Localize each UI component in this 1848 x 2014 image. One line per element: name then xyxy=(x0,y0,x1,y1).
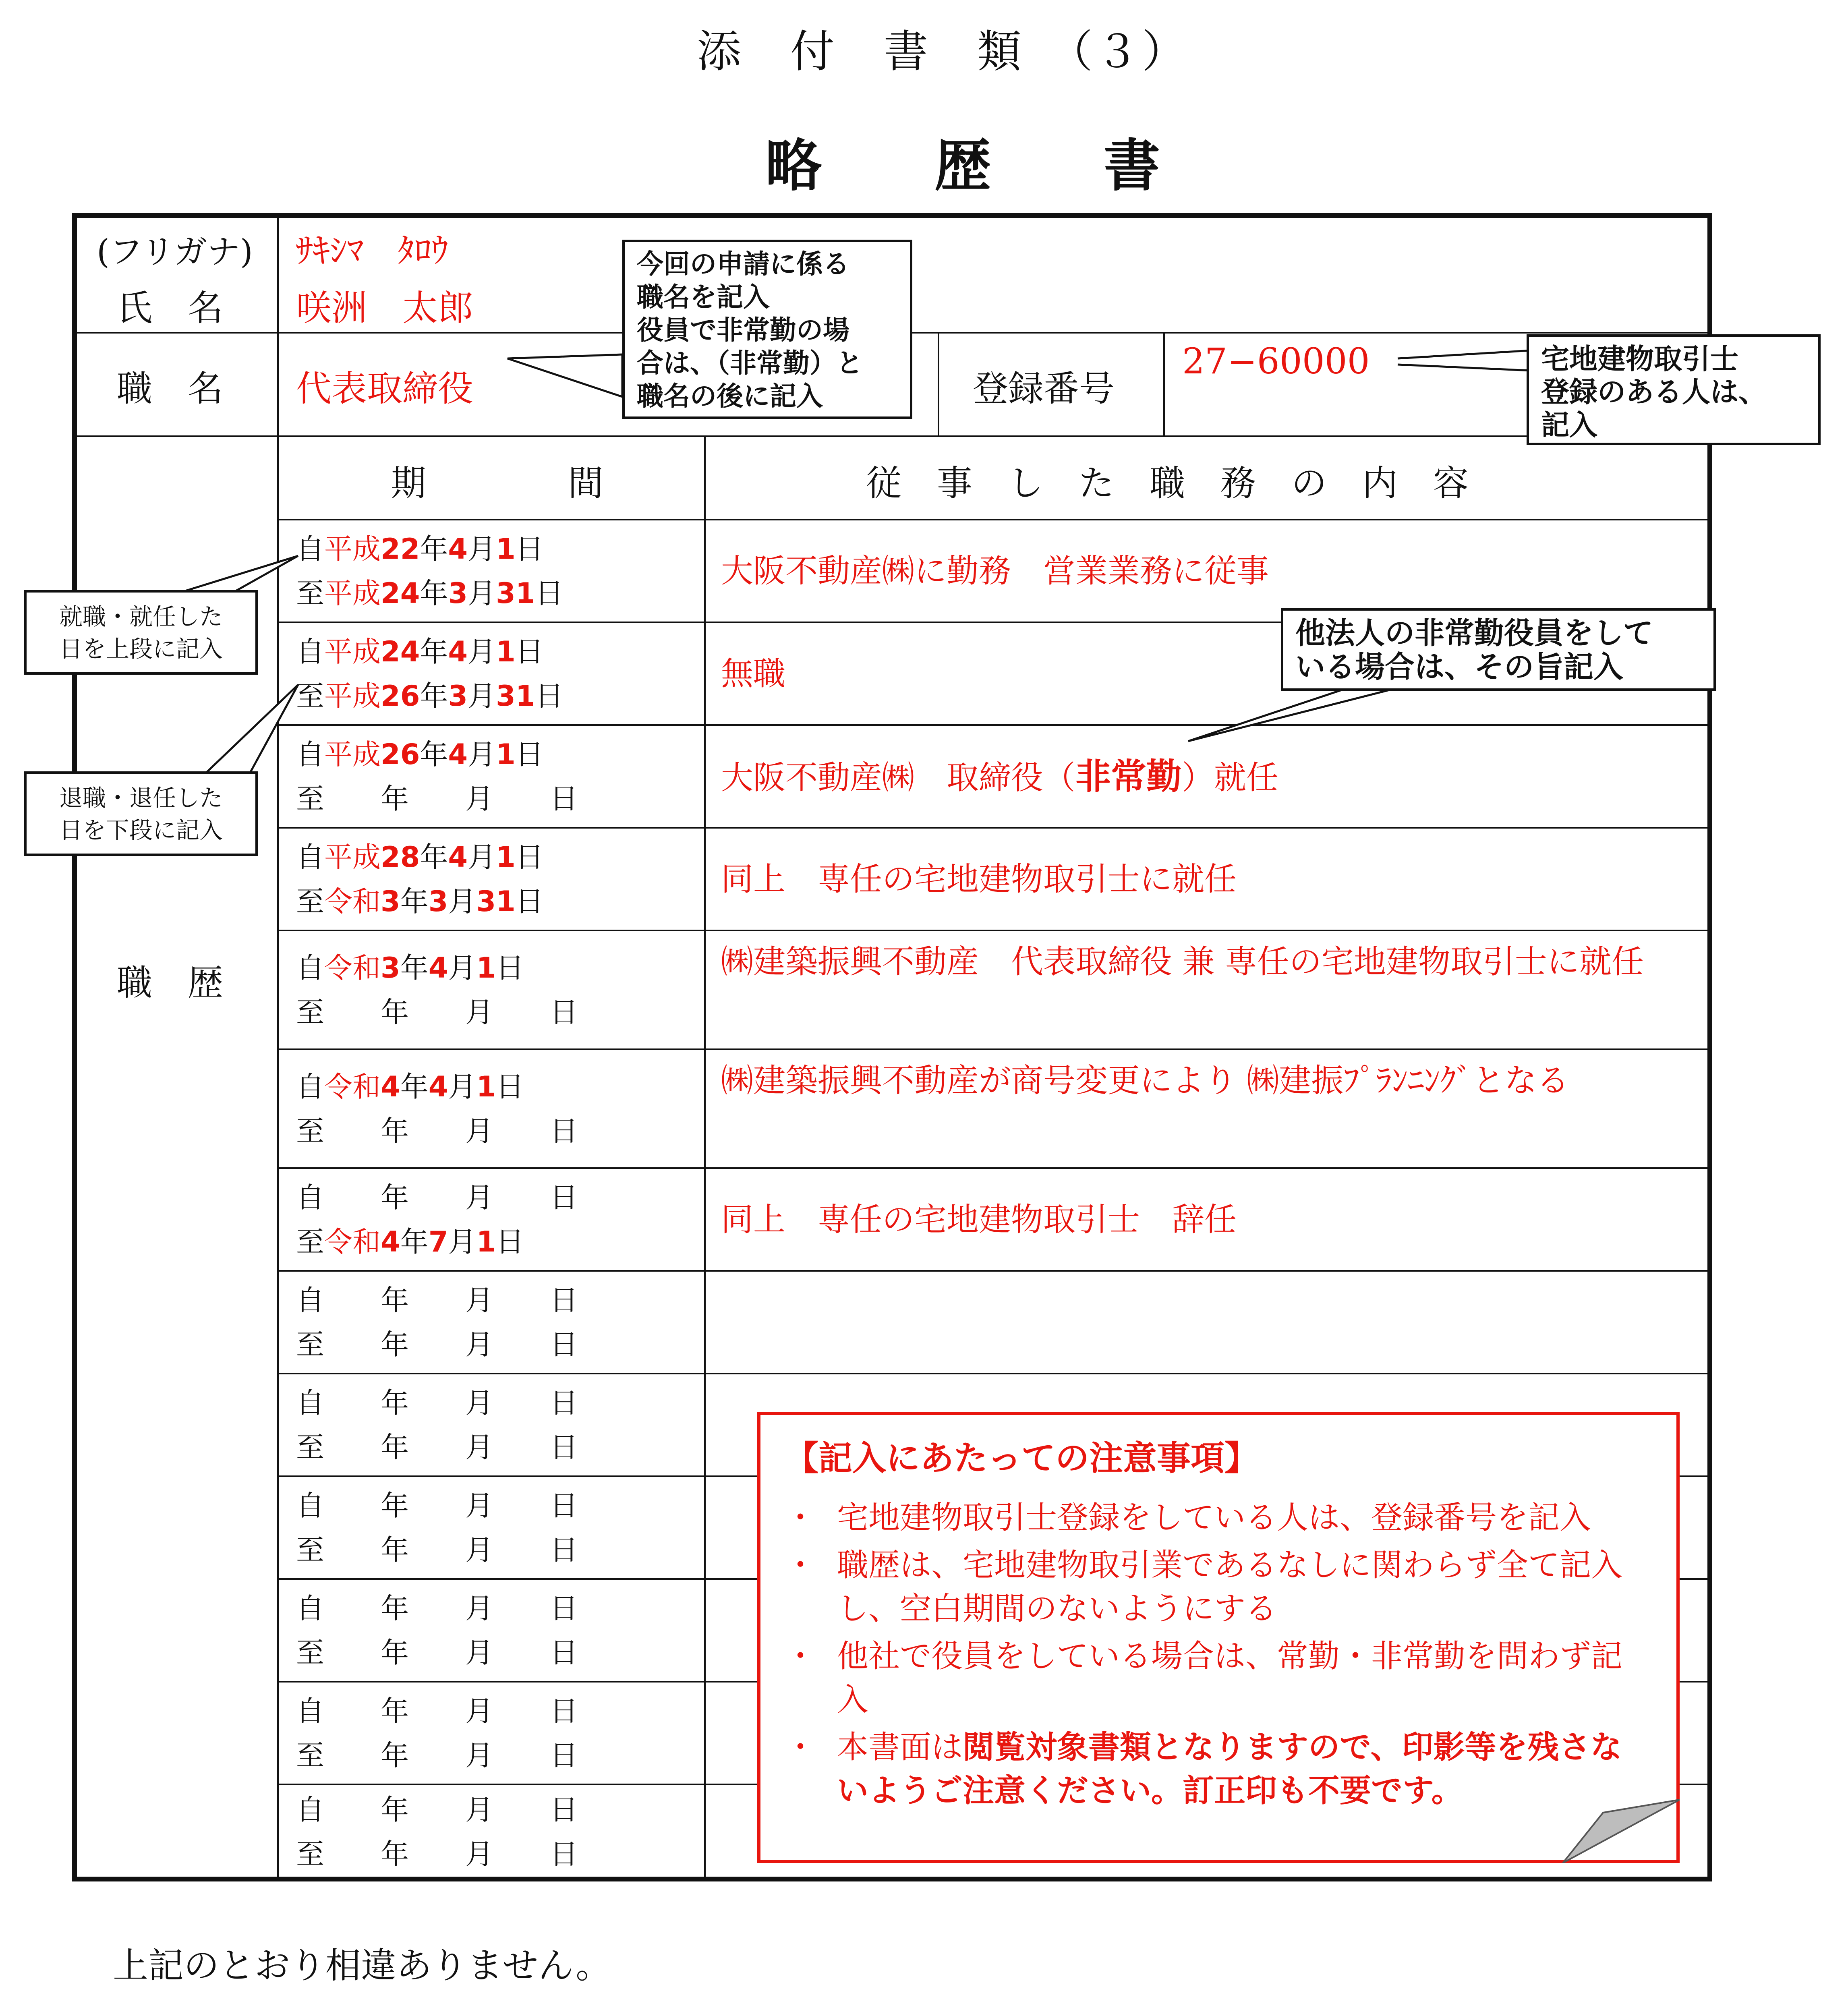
document-title: 略 歴 書 xyxy=(765,133,1160,199)
period-prefix: 自 xyxy=(296,951,324,984)
month-label: 月 xyxy=(465,1386,493,1419)
duty-cell: 同上 専任の宅地建物取引士に就任 xyxy=(721,860,1237,898)
period-prefix: 自 xyxy=(296,738,324,771)
duty-text: ）就任 xyxy=(1182,758,1279,796)
year-label: 年 xyxy=(381,1694,409,1728)
note-line: 日を下段に記入 xyxy=(59,816,223,844)
period-prefix: 至 xyxy=(296,1114,324,1148)
month-label: 月 xyxy=(465,1636,493,1669)
note-item-emphasis: 閲覧対象書類となりますので、印影等を残さないようご注意ください。訂正印も不要です。 xyxy=(837,1729,1622,1809)
year-label: 年 xyxy=(381,1533,409,1566)
note-item: ・ 宅地建物取引士登録をしている人は、登録番号を記入 xyxy=(785,1496,1652,1540)
year-label: 年 xyxy=(381,782,409,815)
page-curl-icon xyxy=(1559,1796,1680,1863)
period-prefix: 至 xyxy=(296,885,324,918)
note-item xyxy=(785,1726,1652,1813)
month-label: 月 xyxy=(465,1694,493,1728)
year-label: 年 xyxy=(381,1591,409,1625)
month-label: 月 xyxy=(448,1070,477,1103)
month-value: 4 xyxy=(448,635,468,668)
day-value: 1 xyxy=(496,635,516,668)
era: 平成 xyxy=(324,635,381,668)
era: 平成 xyxy=(324,679,381,713)
month-label: 月 xyxy=(468,840,496,874)
period-prefix: 自 xyxy=(296,1386,324,1419)
duty-cell: 無職 xyxy=(721,655,785,692)
duty-cell: ㈱建築振興不動産 代表取締役 兼 専任の宅地建物取引士に就任 xyxy=(721,943,1644,980)
year-value: 3 xyxy=(381,885,400,918)
notes-title: 【記入にあたっての注意事項】 xyxy=(785,1438,1259,1478)
period-prefix: 至 xyxy=(296,1328,324,1361)
era: 平成 xyxy=(324,840,381,874)
year-label: 年 xyxy=(400,1070,429,1103)
month-label: 月 xyxy=(468,576,496,610)
end-date-note xyxy=(24,771,258,856)
year-label: 年 xyxy=(381,1114,409,1148)
year-label: 年 xyxy=(420,576,448,610)
period-prefix: 自 xyxy=(296,635,324,668)
callout-line: 他法人の非常勤役員をして xyxy=(1295,616,1653,651)
month-label: 月 xyxy=(468,738,496,771)
name-value: 咲洲 太郎 xyxy=(296,287,474,329)
month-label: 月 xyxy=(465,1430,493,1464)
day-label: 日 xyxy=(496,951,524,984)
career-label: 職 歴 xyxy=(117,962,224,1003)
day-label: 日 xyxy=(550,1591,578,1625)
era: 平成 xyxy=(324,532,381,566)
name-label: 氏 名 xyxy=(117,287,224,329)
period-prefix: 自 xyxy=(296,1283,324,1317)
year-label: 年 xyxy=(381,1636,409,1669)
period-prefix: 至 xyxy=(296,1738,324,1772)
day-label: 日 xyxy=(550,1181,578,1214)
period-prefix: 至 xyxy=(296,1837,324,1871)
day-label: 日 xyxy=(550,1738,578,1772)
year-label: 年 xyxy=(381,1430,409,1464)
day-label: 日 xyxy=(535,679,564,713)
callout-line: 職名の後に記入 xyxy=(637,381,823,412)
period-prefix: 至 xyxy=(296,679,324,713)
notes-box xyxy=(757,1412,1680,1863)
duty-cell: 同上 専任の宅地建物取引士 辞任 xyxy=(721,1200,1237,1238)
period-header: 期 間 xyxy=(391,462,604,504)
day-value: 31 xyxy=(476,885,516,918)
month-label: 月 xyxy=(448,1225,477,1258)
day-label: 日 xyxy=(550,1793,578,1826)
day-label: 日 xyxy=(515,885,544,918)
year-label: 年 xyxy=(400,1225,429,1258)
day-label: 日 xyxy=(550,782,578,815)
day-label: 日 xyxy=(515,840,544,874)
duty-text: 非常勤 xyxy=(1075,755,1182,797)
month-label: 月 xyxy=(465,1283,493,1317)
day-label: 日 xyxy=(550,1430,578,1464)
year-value: 26 xyxy=(381,679,420,713)
year-label: 年 xyxy=(381,995,409,1029)
year-label: 年 xyxy=(381,1386,409,1419)
day-value: 31 xyxy=(496,679,535,713)
period-prefix: 自 xyxy=(296,532,324,566)
month-label: 月 xyxy=(468,635,496,668)
year-label: 年 xyxy=(381,1283,409,1317)
year-label: 年 xyxy=(400,885,429,918)
notes-list xyxy=(785,1496,1652,1813)
month-value: 4 xyxy=(428,1070,448,1103)
month-label: 月 xyxy=(465,782,493,815)
registration-label: 登録番号 xyxy=(973,368,1115,409)
duty-text: 大阪不動産㈱ 取締役（ xyxy=(721,758,1075,796)
year-label: 年 xyxy=(400,951,429,984)
callout-line: 今回の申請に係る xyxy=(637,249,849,280)
registration-note-callout xyxy=(1527,334,1821,445)
day-label: 日 xyxy=(515,738,544,771)
period-prefix: 至 xyxy=(296,1533,324,1566)
duty-cell: 大阪不動産㈱に勤務 営業業務に従事 xyxy=(721,552,1269,590)
day-value: 1 xyxy=(496,532,516,566)
position-label: 職 名 xyxy=(117,368,224,409)
year-value: 22 xyxy=(381,532,420,566)
day-value: 1 xyxy=(476,951,496,984)
period-prefix: 自 xyxy=(296,840,324,874)
year-label: 年 xyxy=(381,1837,409,1871)
period-prefix: 自 xyxy=(296,1489,324,1522)
month-label: 月 xyxy=(465,1328,493,1361)
callout-line: 記入 xyxy=(1541,408,1597,441)
year-value: 26 xyxy=(381,738,420,771)
era: 平成 xyxy=(324,576,381,610)
day-label: 日 xyxy=(550,1283,578,1317)
year-label: 年 xyxy=(381,1328,409,1361)
day-label: 日 xyxy=(550,1636,578,1669)
year-value: 24 xyxy=(381,635,420,668)
era: 令和 xyxy=(324,1225,381,1258)
position-note-callout xyxy=(622,240,912,419)
period-prefix: 至 xyxy=(296,1636,324,1669)
era: 令和 xyxy=(324,885,381,918)
month-label: 月 xyxy=(465,1793,493,1826)
year-label: 年 xyxy=(420,635,448,668)
period-prefix: 至 xyxy=(296,995,324,1029)
declaration-text: 上記のとおり相違ありません。 xyxy=(113,1945,611,1986)
day-value: 1 xyxy=(496,840,516,874)
year-label: 年 xyxy=(420,532,448,566)
day-label: 日 xyxy=(550,1694,578,1728)
period-prefix: 自 xyxy=(296,1070,324,1103)
callout-line: 職名を記入 xyxy=(637,282,770,313)
duty-cell: ㈱建築振興不動産が商号変更により ㈱建振ﾌﾟﾗﾝﾆﾝｸﾞとなる xyxy=(721,1061,1569,1099)
day-label: 日 xyxy=(515,532,544,566)
position-value: 代表取締役 xyxy=(296,368,474,409)
period-prefix: 自 xyxy=(296,1591,324,1625)
year-value: 4 xyxy=(381,1225,400,1258)
duty-header: 従 事 し た 職 務 の 内 容 xyxy=(866,462,1469,504)
callout-line: 合は、（非常勤）と xyxy=(637,348,863,379)
day-value: 1 xyxy=(476,1070,496,1103)
note-item-text: 本書面は xyxy=(837,1729,963,1765)
month-value: 3 xyxy=(448,576,468,610)
callout-line: 宅地建物取引士 xyxy=(1541,342,1738,375)
month-label: 月 xyxy=(465,1489,493,1522)
day-label: 日 xyxy=(496,1070,524,1103)
month-label: 月 xyxy=(465,1114,493,1148)
era: 令和 xyxy=(324,951,381,984)
note-item: ・ 他社で役員をしている場合は、常勤・非常勤を問わず記入 xyxy=(785,1635,1652,1722)
period-prefix: 至 xyxy=(296,1430,324,1464)
day-label: 日 xyxy=(535,576,564,610)
period-prefix: 至 xyxy=(296,782,324,815)
year-label: 年 xyxy=(381,1738,409,1772)
year-label: 年 xyxy=(420,738,448,771)
day-label: 日 xyxy=(550,1328,578,1361)
parttime-note-callout xyxy=(1281,608,1716,691)
year-label: 年 xyxy=(420,679,448,713)
day-label: 日 xyxy=(496,1225,524,1258)
month-value: 3 xyxy=(428,885,448,918)
callout-line: 役員で非常勤の場 xyxy=(637,315,849,346)
day-label: 日 xyxy=(550,995,578,1029)
month-label: 月 xyxy=(448,885,477,918)
month-value: 3 xyxy=(448,679,468,713)
month-label: 月 xyxy=(465,1738,493,1772)
note-item: ・ 職歴は、宅地建物取引業であるなしに関わらず全て記入し、空白期間のないようにする xyxy=(785,1544,1652,1631)
month-label: 月 xyxy=(465,1533,493,1566)
furigana-label: (フリガナ) xyxy=(97,233,253,271)
day-value: 31 xyxy=(496,576,535,610)
month-value: 4 xyxy=(448,532,468,566)
callout-line: いる場合は、その旨記入 xyxy=(1295,650,1623,684)
month-label: 月 xyxy=(468,679,496,713)
attachment-header: 添 付 書 類 （３） xyxy=(697,26,1189,77)
month-value: 4 xyxy=(448,840,468,874)
year-value: 3 xyxy=(381,951,400,984)
year-label: 年 xyxy=(420,840,448,874)
note-line: 退職・退任した xyxy=(59,784,223,812)
year-label: 年 xyxy=(381,1489,409,1522)
note-line: 日を上段に記入 xyxy=(59,635,223,663)
year-value: 24 xyxy=(381,576,420,610)
period-prefix: 自 xyxy=(296,1694,324,1728)
furigana-value: ｻｷｼﾏ ﾀﾛｳ xyxy=(296,231,449,270)
day-value: 1 xyxy=(496,738,516,771)
year-value: 28 xyxy=(381,840,420,874)
month-label: 月 xyxy=(468,532,496,566)
day-value: 1 xyxy=(476,1225,496,1258)
month-label: 月 xyxy=(448,951,477,984)
day-label: 日 xyxy=(550,1489,578,1522)
day-label: 日 xyxy=(550,1533,578,1566)
month-label: 月 xyxy=(465,1591,493,1625)
registration-number: 27−60000 xyxy=(1182,340,1370,382)
day-label: 日 xyxy=(550,1386,578,1419)
year-value: 4 xyxy=(381,1070,400,1103)
era: 平成 xyxy=(324,738,381,771)
day-label: 日 xyxy=(515,635,544,668)
callout-line: 登録のある人は、 xyxy=(1541,375,1767,408)
day-label: 日 xyxy=(550,1114,578,1148)
month-value: 4 xyxy=(448,738,468,771)
year-label: 年 xyxy=(381,1793,409,1826)
month-value: 7 xyxy=(428,1225,448,1258)
era: 令和 xyxy=(324,1070,381,1103)
month-label: 月 xyxy=(465,1181,493,1214)
month-label: 月 xyxy=(465,1837,493,1871)
year-label: 年 xyxy=(381,1181,409,1214)
month-label: 月 xyxy=(465,995,493,1029)
period-prefix: 自 xyxy=(296,1181,324,1214)
month-value: 4 xyxy=(428,951,448,984)
start-date-note xyxy=(24,590,258,675)
period-prefix: 自 xyxy=(296,1793,324,1826)
note-line: 就職・就任した xyxy=(59,603,223,630)
day-label: 日 xyxy=(550,1837,578,1871)
period-prefix: 至 xyxy=(296,576,324,610)
period-prefix: 至 xyxy=(296,1225,324,1258)
